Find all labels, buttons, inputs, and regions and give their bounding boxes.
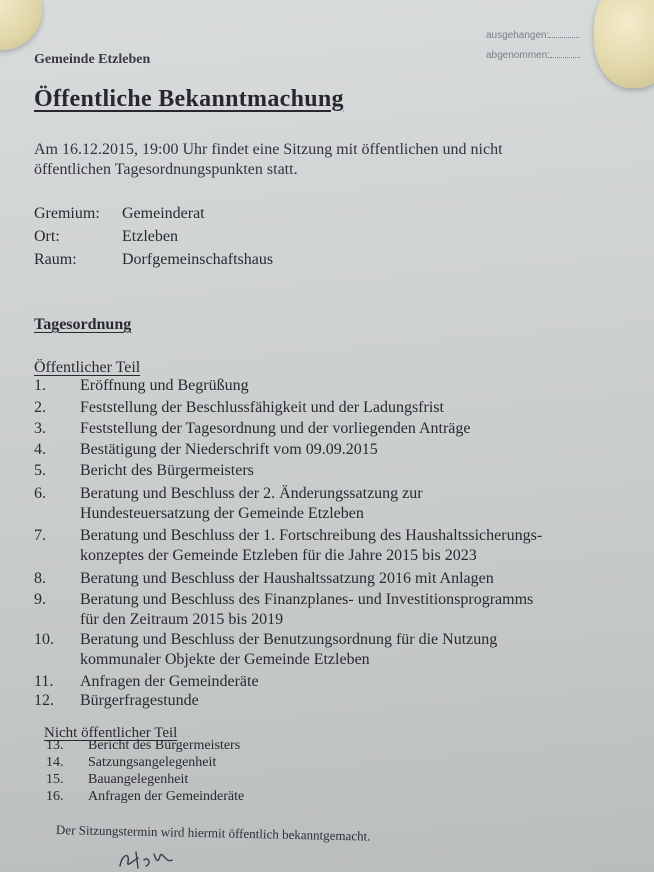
agenda-item-text: für den Zeitraum 2015 bis 2019 xyxy=(80,611,284,628)
meeting-details xyxy=(34,205,273,274)
intro-line: öffentlichen Tagesordnungspunkten statt. xyxy=(34,161,298,178)
agenda-item-number: 9. xyxy=(34,591,46,608)
agenda-item-number: 5. xyxy=(34,462,46,479)
agenda-item-text: Beratung und Beschluss der Haushaltssatzung 2016 mit Anlagen xyxy=(80,570,494,587)
agenda-item-text: Bericht des Bürgermeisters xyxy=(80,462,254,479)
private-section-label: Nicht öffentlicher Teil xyxy=(44,725,178,741)
agenda-item xyxy=(34,526,604,566)
agenda-item xyxy=(34,630,604,670)
agenda-item-number: 8. xyxy=(34,570,46,587)
municipality-name: Gemeinde Etzleben xyxy=(34,52,151,67)
meta-row xyxy=(34,251,273,274)
agenda-item-number: 7. xyxy=(34,527,46,544)
agenda-item-text: Anfragen der Gemeinderäte xyxy=(80,673,259,690)
agenda-item-text: Feststellung der Beschlussfähigkeit und der Ladungsfrist xyxy=(80,399,444,416)
meta-value: Dorfgemeinschaftshaus xyxy=(122,251,274,268)
agenda-item-text: Bericht des Bürgermeisters xyxy=(88,738,241,753)
page-title: Öffentliche Bekanntmachung xyxy=(34,86,344,112)
agenda-item-text: konzeptes der Gemeinde Etzleben für die Jahre 2015 bis 2023 xyxy=(80,547,477,564)
agenda-item-number: 14. xyxy=(46,755,64,770)
meta-row xyxy=(34,205,273,228)
agenda-item-text: Anfragen der Gemeinderäte xyxy=(88,789,245,804)
meta-row xyxy=(34,228,273,251)
agenda-item-number: 11. xyxy=(34,673,54,690)
removed-label: abgenommen: xyxy=(486,50,550,61)
meta-key: Ort: xyxy=(34,228,60,245)
agenda-item-text: Bestätigung der Niederschrift vom 09.09.2015 xyxy=(80,441,378,458)
agenda-item xyxy=(34,376,604,396)
agenda-item-text: Beratung und Beschluss der 2. Änderungssatzung zur xyxy=(80,485,423,502)
agenda-item-number: 2. xyxy=(34,399,46,416)
posted-label: ausgehangen: xyxy=(486,30,550,41)
agenda-item xyxy=(34,590,604,630)
agenda-item-number: 6. xyxy=(34,485,46,502)
agenda-item-text: Beratung und Beschluss des Finanzplanes- und Investitionsprogramms xyxy=(80,591,534,608)
agenda-item xyxy=(46,755,216,771)
agenda-item xyxy=(34,484,604,524)
agenda-item xyxy=(46,789,244,805)
agenda-item-text: Beratung und Beschluss der 1. Fortschreibung des Haushaltssicherungs- xyxy=(80,527,543,544)
meta-value: Etzleben xyxy=(122,228,178,245)
agenda-item xyxy=(34,461,604,481)
agenda-heading: Tagesordnung xyxy=(34,316,132,333)
closing-statement: Der Sitzungstermin wird hiermit öffentlich bekanntgemacht. xyxy=(55,822,371,844)
agenda-item xyxy=(34,672,604,692)
agenda-item xyxy=(46,738,240,754)
agenda-item-number: 12. xyxy=(34,692,54,709)
agenda-item-text: Satzungsangelegenheit xyxy=(88,755,217,770)
agenda-item-text: Bauangelegenheit xyxy=(88,772,189,787)
intro-line: Am 16.12.2015, 19:00 Uhr findet eine Sitzung mit öffentlichen und nicht xyxy=(34,141,503,158)
removed-field xyxy=(486,50,580,61)
signature-image xyxy=(116,846,176,872)
agenda-item-text: Hundesteuersatzung der Gemeinde Etzleben xyxy=(80,505,364,522)
agenda-item-text: Feststellung der Tagesordnung und der vorliegenden Anträge xyxy=(80,420,471,437)
magnet xyxy=(0,0,42,50)
meta-key: Gremium: xyxy=(34,205,100,222)
agenda-item xyxy=(34,440,604,460)
agenda-item xyxy=(34,569,604,589)
agenda-item xyxy=(34,691,604,711)
meta-key: Raum: xyxy=(34,251,77,268)
agenda-item-text: kommunaler Objekte der Gemeinde Etzleben xyxy=(80,651,370,668)
agenda-item-number: 15. xyxy=(46,772,64,787)
agenda-item-number: 3. xyxy=(34,420,46,437)
meta-value: Gemeinderat xyxy=(122,205,205,222)
magnet xyxy=(594,0,654,88)
intro-paragraph xyxy=(34,140,594,180)
public-section-label: Öffentlicher Teil xyxy=(34,359,141,376)
posted-field xyxy=(486,30,579,41)
agenda-item xyxy=(46,772,188,788)
agenda-item-text: Eröffnung und Begrüßung xyxy=(80,377,249,394)
agenda-item xyxy=(34,398,604,418)
agenda-item-text: Beratung und Beschluss der Benutzungsordnung für die Nutzung xyxy=(80,631,498,648)
agenda-item-number: 1. xyxy=(34,377,46,394)
agenda-item-number: 4. xyxy=(34,441,46,458)
agenda-item-number: 13. xyxy=(46,738,64,753)
agenda-item-number: 16. xyxy=(46,789,64,804)
agenda-item-text: Bürgerfragestunde xyxy=(80,692,199,709)
agenda-item xyxy=(34,419,604,439)
agenda-item-number: 10. xyxy=(34,631,54,648)
